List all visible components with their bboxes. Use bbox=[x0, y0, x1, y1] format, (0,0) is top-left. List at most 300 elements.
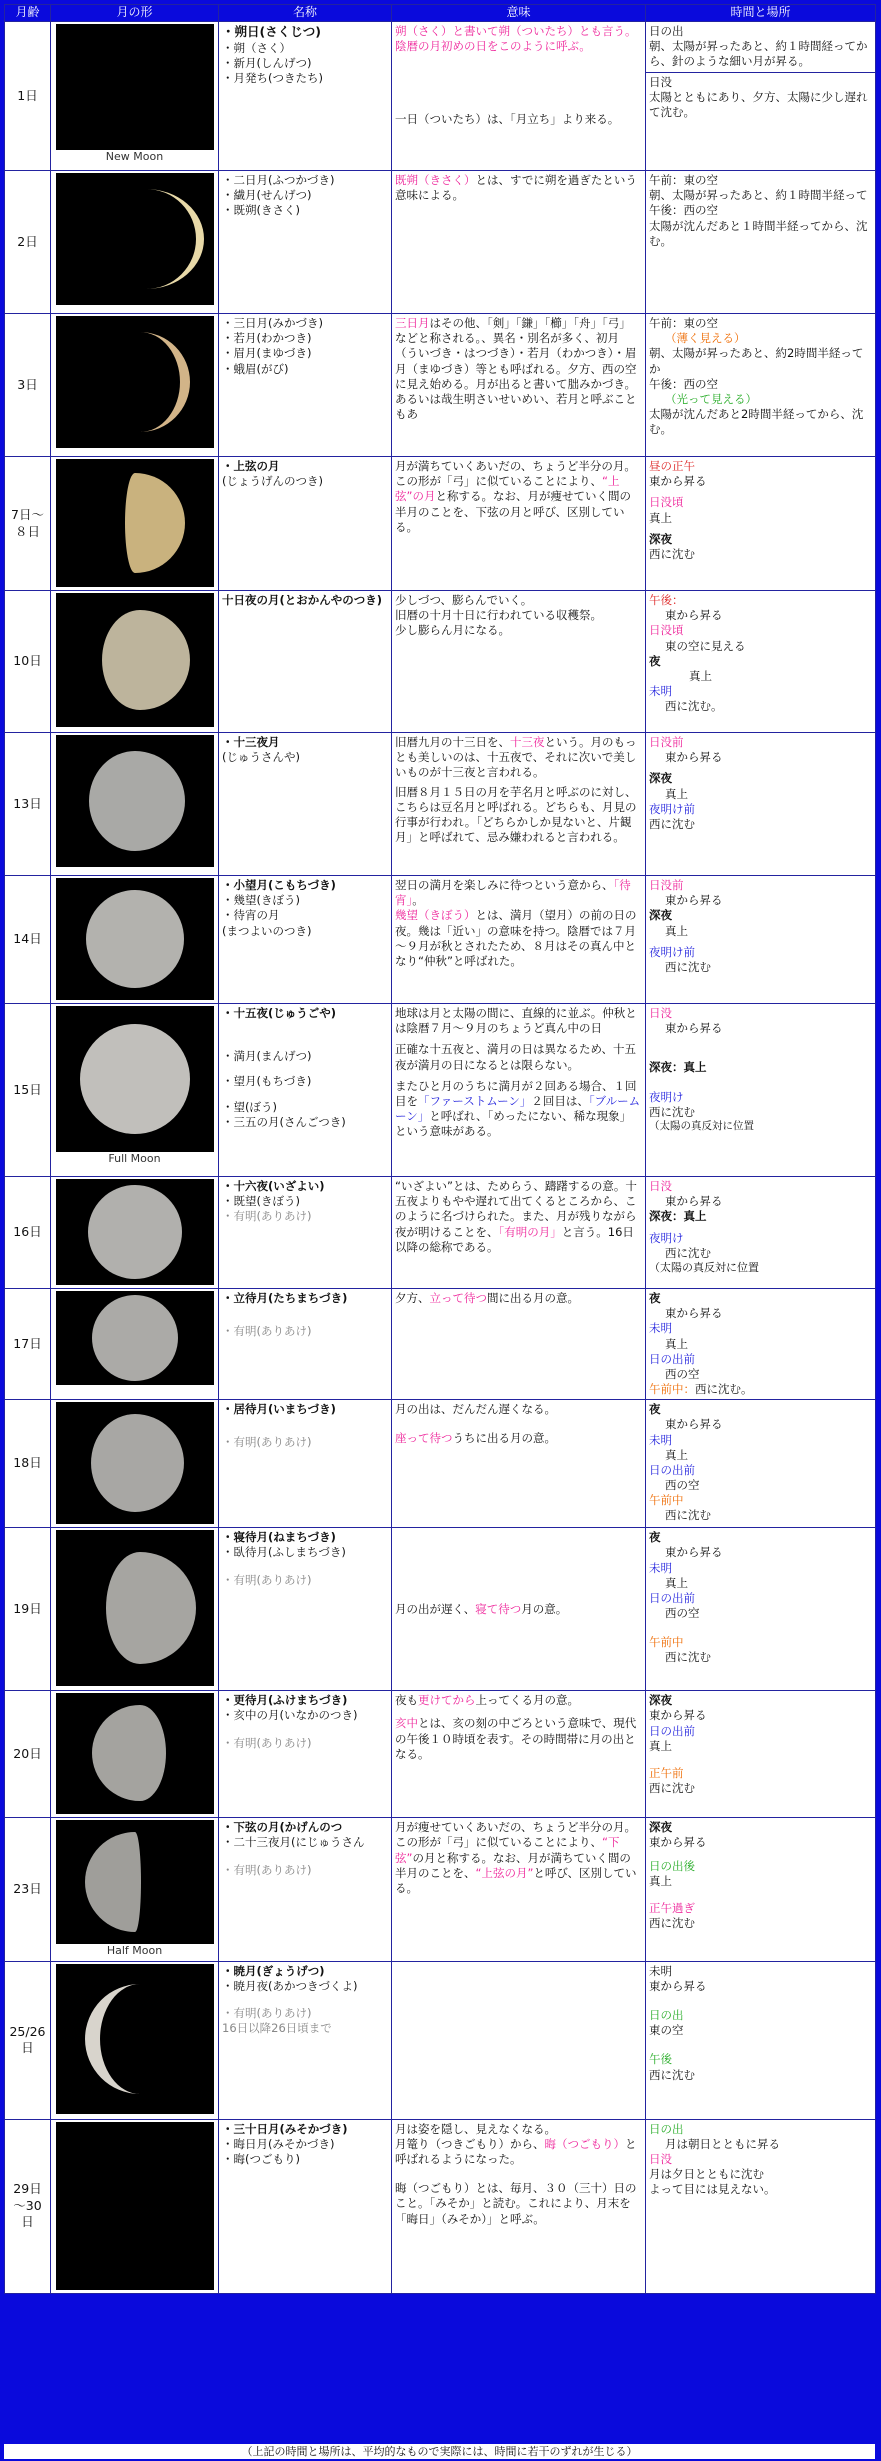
age-cell: 13日 bbox=[5, 733, 51, 876]
meaning-text: 夜も bbox=[395, 1693, 418, 1708]
time-text: 真上 bbox=[649, 1738, 672, 1753]
moon-image bbox=[56, 1291, 214, 1385]
name-alt: ・亥中の月(いなかのつき) bbox=[222, 1708, 358, 1723]
footer-note: （上記の時間と場所は、平均的なもので実際には、時間に若干のずれが生じる） bbox=[4, 2444, 875, 2459]
table-row bbox=[5, 1528, 876, 1691]
time-cell bbox=[646, 2119, 876, 2293]
time-text: 西に沈む bbox=[665, 959, 711, 974]
time-text: 真上 bbox=[665, 1575, 688, 1590]
time-note: （光って見える） bbox=[665, 391, 757, 406]
meaning-text: 旧暦８月１５日の月を芋名月と呼ぶのに対し、こちらは豆名月と呼ばれる。どちらも、月見の行事が行われ。「どちらかしか見ないと、片観月」と呼ばれて、忌み嫌われると言われる。 bbox=[395, 784, 637, 845]
meaning-cell bbox=[392, 1528, 646, 1691]
moon-image bbox=[56, 1964, 214, 2114]
meaning-text: またひと月のうちに満月が２回ある場合、１回目を bbox=[395, 1078, 637, 1108]
meaning-text: “いざよい”とは、ためらう、躊躇するの意。十五夜よりもやや遅れて出てくるところから、このように名づけられた。また、月が残りながら夜が明けることを、 bbox=[395, 1179, 637, 1239]
moon-image-cell bbox=[51, 1177, 219, 1289]
time-cell bbox=[646, 1818, 876, 1962]
meaning-text: 翌日の満月を楽しみに待つという意から、 bbox=[395, 878, 614, 892]
time-text: 西に沈む bbox=[649, 1781, 695, 1796]
moon-image bbox=[56, 24, 214, 150]
time-text: 朝、太陽が昇ったあと、約2時間半経ってか bbox=[649, 346, 864, 376]
moon-image-cell bbox=[51, 314, 219, 457]
meaning-keyword: 「ブルームーン」 bbox=[395, 1093, 641, 1124]
meaning-keyword: “上弦”の月 bbox=[395, 474, 620, 504]
time-text: 西に沈む bbox=[665, 1508, 711, 1523]
time-label: 深夜：真上 bbox=[649, 1209, 707, 1224]
table-row bbox=[5, 171, 876, 314]
meaning-cell bbox=[392, 1691, 646, 1818]
time-label: 日の出前 bbox=[649, 1590, 695, 1605]
time-text: 西に沈む bbox=[649, 2067, 695, 2082]
name-primary: ・三日月(みかづき) bbox=[222, 316, 323, 330]
meaning-cell bbox=[392, 2119, 646, 2293]
time-text: 東から昇る bbox=[665, 1306, 723, 1321]
meaning-text: と呼ばれ、「めったにない、稀な現象」という意味がある。 bbox=[395, 1109, 632, 1139]
name-alt: ・有明(ありあけ) bbox=[222, 2006, 312, 2021]
moon-image-cell bbox=[51, 591, 219, 733]
name-alt: ・二十三夜月(にじゅうさん bbox=[222, 1835, 365, 1850]
name-primary: ・小望月(こもちづき) bbox=[222, 878, 336, 892]
meaning-text: はその他、「剣」「鎌」「櫛」「舟」「弓」などと称される。、異名・別名が多く、初月（ういづき・はつづき）・若月（わかつき）・眉月（まゆづき）等とも呼ばれる。夕方、西の空に見え始める。月が出ると書いて朏みかづき。あるいは哉生明さいせいめい、若月と呼ぶこともあ bbox=[395, 316, 637, 422]
name-alt: ・有明(ありあけ) bbox=[222, 1572, 312, 1587]
moon-image-cell bbox=[51, 22, 219, 171]
time-cell bbox=[646, 1400, 876, 1528]
meaning-keyword: 幾望（きぼう） bbox=[395, 908, 476, 923]
meaning-text: 月の出が遅く、 bbox=[395, 1601, 476, 1616]
name-primary: ・暁月(ぎょうげつ) bbox=[222, 1963, 325, 1978]
time-label: 日没前 bbox=[649, 735, 684, 749]
time-label: 夜明け前 bbox=[649, 801, 695, 816]
meaning-cell bbox=[392, 876, 646, 1004]
name-alt: ・有明(ありあけ) bbox=[222, 1862, 312, 1877]
time-label: 日の出 bbox=[649, 2008, 684, 2023]
time-text: 真上 bbox=[665, 923, 688, 938]
name-alt: ・待宵の月 bbox=[222, 908, 280, 923]
age-cell: 19日 bbox=[5, 1528, 51, 1691]
time-label: 日没 bbox=[649, 1006, 672, 1020]
meaning-text: 晦（つごもり）とは、毎月、３０（三十）日のこと。「みそか」と読む。これにより、月末を「晦日」（みそか）」と呼ぶ。 bbox=[395, 2181, 637, 2226]
meaning-keyword: 「待宵」 bbox=[395, 878, 631, 908]
time-label: 午後 bbox=[649, 2052, 672, 2067]
meaning-keyword: 晦（つごもり） bbox=[544, 2136, 625, 2151]
time-text: 西の空 bbox=[665, 1606, 700, 1621]
name-cell bbox=[219, 1818, 392, 1962]
time-label: 午後：西の空 bbox=[649, 376, 718, 391]
header-shape: 月の形 bbox=[51, 5, 219, 22]
name-alt: ・蛾眉(がび) bbox=[222, 361, 289, 376]
name-cell bbox=[219, 171, 392, 314]
moon-image-cell bbox=[51, 2119, 219, 2293]
time-label: 午前中： bbox=[649, 1382, 695, 1397]
time-cell bbox=[646, 1528, 876, 1691]
time-cell bbox=[646, 1004, 876, 1177]
meaning-cell bbox=[392, 1818, 646, 1962]
meaning-cell bbox=[392, 591, 646, 733]
moon-caption: Half Moon bbox=[53, 1944, 216, 1959]
name-alt: ・晦(つごもり) bbox=[222, 2152, 300, 2167]
moon-image bbox=[56, 173, 214, 305]
meaning-cell bbox=[392, 314, 646, 457]
meaning-text: 少しづつ、膨らんでいく。 bbox=[395, 593, 533, 607]
time-text: 西に沈む bbox=[665, 1650, 711, 1665]
name-primary: ・十六夜(いざよい) bbox=[222, 1179, 325, 1193]
name-cell bbox=[219, 876, 392, 1004]
header-time: 時間と場所 bbox=[646, 5, 876, 22]
age-cell: 14日 bbox=[5, 876, 51, 1004]
name-cell bbox=[219, 733, 392, 876]
name-primary: ・寝待月(ねまちづき) bbox=[222, 1530, 336, 1545]
name-reading: (じょうげんのつき) bbox=[222, 474, 323, 489]
meaning-text: と言う。16日以降の総称である。 bbox=[395, 1224, 634, 1254]
time-text: よって目には見えない。 bbox=[649, 2182, 776, 2197]
meaning-keyword: 「有明の月」 bbox=[498, 1224, 562, 1239]
time-text: 東から昇る bbox=[665, 608, 723, 623]
name-primary: ・上弦の月 bbox=[222, 459, 280, 473]
name-alt: ・満月(まんげつ) bbox=[222, 1049, 312, 1064]
time-cell bbox=[646, 171, 876, 314]
meaning-keyword: 寝て待つ bbox=[475, 1601, 522, 1616]
name-cell bbox=[219, 1691, 392, 1818]
meaning-cell bbox=[392, 22, 646, 171]
time-text: 東から昇る bbox=[649, 474, 707, 489]
table-row bbox=[5, 1289, 876, 1400]
name-cell bbox=[219, 22, 392, 171]
time-label: 午後：西の空 bbox=[649, 203, 718, 218]
time-text: 東から昇る bbox=[649, 1708, 707, 1723]
moon-image-cell bbox=[51, 1289, 219, 1400]
time-label: 日の出前 bbox=[649, 1351, 695, 1366]
moon-image bbox=[56, 878, 214, 1000]
time-text: 東から昇る bbox=[665, 1194, 723, 1209]
time-text: 西に沈む bbox=[649, 816, 695, 831]
time-text: 東の空に見える bbox=[665, 638, 746, 653]
name-alt: ・暁月夜(あかつきづくよ) bbox=[222, 1978, 358, 1993]
meaning-text: 少し膨らん月になる。 bbox=[395, 623, 510, 638]
meaning-cell bbox=[392, 1400, 646, 1528]
meaning-text: 地球は月と太陽の間に、直線的に並ぶ。仲秋とは陰暦７月～９月のちょうど真ん中の日 bbox=[395, 1006, 637, 1036]
meaning-text: 月が痩せていくあいだの、ちょうど半分の月。この形が「弓」に似ていることにより、 bbox=[395, 1820, 637, 1850]
time-label: 日没頃 bbox=[649, 623, 684, 638]
name-cell bbox=[219, 2119, 392, 2293]
time-text: 東から昇る bbox=[665, 1545, 723, 1560]
table-row bbox=[5, 1818, 876, 1962]
time-cell bbox=[646, 457, 876, 591]
time-label: 午前中 bbox=[649, 1493, 684, 1508]
age-cell: 18日 bbox=[5, 1400, 51, 1528]
time-text: 西の空 bbox=[665, 1478, 700, 1493]
name-cell bbox=[219, 1400, 392, 1528]
moon-image bbox=[56, 1006, 214, 1152]
name-primary: 十日夜の月(とおかんやのつき) bbox=[222, 593, 383, 607]
time-text: 東から昇る bbox=[665, 750, 723, 765]
name-alt: ・朔（さく） bbox=[222, 40, 291, 55]
time-cell bbox=[646, 22, 876, 171]
meaning-text: という。月のもっとも美しいのは、十五夜で、それに次いで美しいものが十三夜と言われる。 bbox=[395, 735, 637, 780]
meaning-text: とは、すでに朔を過ぎたという意味による。 bbox=[395, 173, 637, 203]
age-cell: 7日～８日 bbox=[5, 457, 51, 591]
meaning-text: と呼ばれるようになった。 bbox=[395, 2136, 637, 2167]
age-cell: 1日 bbox=[5, 22, 51, 171]
name-alt: ・既朔(きさく) bbox=[222, 203, 300, 218]
age-cell: 10日 bbox=[5, 591, 51, 733]
meaning-keyword: 三日月 bbox=[395, 316, 430, 330]
time-text: 太陽が沈んだあと１時間半経ってから、沈む。 bbox=[649, 218, 868, 248]
moon-image bbox=[56, 2122, 214, 2290]
time-text: 月は夕日とともに沈む bbox=[649, 2167, 764, 2182]
meaning-cell bbox=[392, 1177, 646, 1289]
time-text: 太陽が沈んだあと2時間半経ってから、沈む。 bbox=[649, 407, 864, 437]
age-cell: 20日 bbox=[5, 1691, 51, 1818]
meaning-text: 一日（ついたち）は、「月立ち」より来る。 bbox=[395, 112, 620, 126]
name-note: 16日以降26日頃まで bbox=[222, 2021, 332, 2036]
name-primary: ・朔日(さくじつ) bbox=[222, 24, 321, 39]
table-row bbox=[5, 1004, 876, 1177]
age-cell: 15日 bbox=[5, 1004, 51, 1177]
time-label: 未明 bbox=[649, 1560, 672, 1575]
time-label: 日の出 bbox=[649, 2121, 684, 2136]
name-alt: ・有明(ありあけ) bbox=[222, 1735, 312, 1750]
time-label: 日没 bbox=[649, 1179, 672, 1193]
meaning-text: うちに出る月の意。 bbox=[452, 1431, 556, 1446]
time-cell bbox=[646, 1177, 876, 1289]
moon-image-cell bbox=[51, 1691, 219, 1818]
name-alt: ・晦日月(みそかづき) bbox=[222, 2136, 335, 2151]
meaning-keyword: 亥中 bbox=[395, 1716, 418, 1731]
header-age: 月齢 bbox=[5, 5, 51, 22]
name-primary: ・二日月(ふつかづき) bbox=[222, 173, 335, 187]
time-text: 真上 bbox=[665, 786, 688, 801]
time-text: 西に沈む bbox=[649, 1916, 695, 1931]
age-cell: 16日 bbox=[5, 1177, 51, 1289]
time-text: 東から昇る bbox=[665, 1417, 723, 1432]
time-label: 未明 bbox=[649, 1432, 672, 1447]
meaning-cell bbox=[392, 457, 646, 591]
time-text: 真上 bbox=[649, 1873, 672, 1888]
moon-image-cell bbox=[51, 1004, 219, 1177]
meaning-keyword: 十三夜 bbox=[510, 735, 545, 749]
meaning-text: 月は姿を隠し、見えなくなる。 bbox=[395, 2121, 556, 2136]
meaning-text: 上ってくる月の意。 bbox=[475, 1693, 579, 1708]
meaning-keyword: “上弦の月” bbox=[475, 1865, 534, 1880]
time-text: 東から昇る bbox=[665, 893, 723, 908]
time-cell bbox=[646, 876, 876, 1004]
table-row bbox=[5, 733, 876, 876]
meaning-text: 間に出る月の意。 bbox=[487, 1291, 579, 1305]
name-primary: ・更待月(ふけまちづき) bbox=[222, 1693, 348, 1708]
moon-image bbox=[56, 1530, 214, 1686]
table-row bbox=[5, 1400, 876, 1528]
moon-caption: New Moon bbox=[53, 150, 216, 165]
name-alt: ・三五の月(さんごつき) bbox=[222, 1114, 346, 1129]
time-label: 午前中 bbox=[649, 1635, 684, 1650]
age-cell: 23日 bbox=[5, 1818, 51, 1962]
meaning-text: 月が満ちていくあいだの、ちょうど半分の月。この形が「弓」に似ていることにより、 bbox=[395, 459, 636, 489]
meaning-cell bbox=[392, 171, 646, 314]
time-label: 午前：東の空 bbox=[649, 173, 718, 187]
name-reading: (じゅうさんや) bbox=[222, 750, 300, 765]
name-alt: ・既望(きぼう) bbox=[222, 1194, 300, 1209]
moon-image bbox=[56, 1693, 214, 1814]
time-cell bbox=[646, 1961, 876, 2119]
name-alt: ・有明(ありあけ) bbox=[222, 1435, 312, 1450]
time-label: 深夜：真上 bbox=[649, 1060, 707, 1075]
time-text: 真上 bbox=[649, 510, 672, 525]
age-cell: 25/26日 bbox=[5, 1961, 51, 2119]
moon-phase-table bbox=[4, 4, 876, 2294]
moon-image bbox=[56, 593, 214, 727]
time-label: 未明 bbox=[649, 1321, 672, 1336]
time-text: 真上 bbox=[665, 1336, 688, 1351]
time-label: 日の出 bbox=[649, 24, 684, 38]
time-label: 未明 bbox=[649, 1963, 672, 1978]
time-label: 深夜 bbox=[649, 771, 672, 786]
name-cell bbox=[219, 1289, 392, 1400]
meaning-text: 旧暦九月の十三日を、 bbox=[395, 735, 510, 749]
moon-image bbox=[56, 459, 214, 587]
name-primary: ・十五夜(じゅうごや) bbox=[222, 1006, 337, 1020]
time-cell bbox=[646, 733, 876, 876]
time-note: （薄く見える） bbox=[665, 331, 746, 346]
time-label: 日没頃 bbox=[649, 495, 684, 510]
moon-image-cell bbox=[51, 1961, 219, 2119]
name-alt: ・有明(ありあけ) bbox=[222, 1324, 312, 1339]
name-cell bbox=[219, 1004, 392, 1177]
meaning-text: 月の意。 bbox=[521, 1601, 568, 1616]
meaning-text: なお、月が満ちていく間の半月のことを、 bbox=[395, 1850, 631, 1880]
name-alt: ・望月(もちづき) bbox=[222, 1074, 312, 1089]
time-text: 西の空 bbox=[665, 1366, 700, 1381]
time-label: 昼の正午 bbox=[649, 459, 695, 473]
name-cell bbox=[219, 457, 392, 591]
time-cell bbox=[646, 314, 876, 457]
time-text: 東の空 bbox=[649, 2023, 684, 2038]
age-cell: 17日 bbox=[5, 1289, 51, 1400]
meaning-cell bbox=[392, 1004, 646, 1177]
time-label: 夜明け bbox=[649, 1089, 684, 1104]
time-label: 日没 bbox=[649, 74, 672, 89]
time-text: 東から昇る bbox=[649, 1835, 707, 1850]
time-label: 深夜 bbox=[649, 531, 672, 546]
meaning-text: と呼び、区別している。 bbox=[395, 1865, 637, 1895]
header-name: 名称 bbox=[219, 5, 392, 22]
time-label: 午前：東の空 bbox=[649, 316, 718, 330]
time-note: （太陽の真反対に位置 bbox=[649, 1260, 759, 1274]
time-label: 深夜 bbox=[649, 1693, 672, 1708]
meaning-text: 正確な十五夜と、満月の日は異なるため、十五夜が満月の日になるとは限らない。 bbox=[395, 1042, 637, 1072]
time-label: 深夜 bbox=[649, 1820, 672, 1835]
moon-image-cell bbox=[51, 1528, 219, 1691]
time-label: 深夜 bbox=[649, 908, 672, 923]
time-label: 日の出前 bbox=[649, 1723, 695, 1738]
name-alt: ・月発ち(つきたち) bbox=[222, 70, 323, 85]
age-cell: 29日～30日 bbox=[5, 2119, 51, 2293]
time-text: 西に沈む bbox=[665, 1245, 711, 1260]
time-label: 日の出後 bbox=[649, 1858, 695, 1873]
name-alt: ・有明(ありあけ) bbox=[222, 1209, 312, 1224]
time-label: 未明 bbox=[649, 684, 672, 699]
time-label: 正午前 bbox=[649, 1765, 684, 1780]
name-cell bbox=[219, 1528, 392, 1691]
name-primary: ・立待月(たちまちづき) bbox=[222, 1291, 348, 1305]
meaning-text: ２回目は、 bbox=[531, 1093, 589, 1108]
meaning-keyword: 座って待つ bbox=[395, 1431, 453, 1446]
moon-image-cell bbox=[51, 876, 219, 1004]
time-label: 日の出前 bbox=[649, 1462, 695, 1477]
table-row bbox=[5, 1961, 876, 2119]
time-text: 真上 bbox=[689, 668, 712, 683]
age-cell: 2日 bbox=[5, 171, 51, 314]
moon-image bbox=[56, 1820, 214, 1944]
name-alt: ・繊月(せんげつ) bbox=[222, 188, 312, 203]
time-label: 夜 bbox=[649, 653, 661, 668]
meaning-text: 朔（さく）と書いて朔（ついたち）とも言う。陰暦の月初めの日をこのように呼ぶ。 bbox=[395, 24, 637, 54]
time-text: 月は朝日とともに昇る bbox=[665, 2136, 780, 2151]
meaning-text: 夕方、 bbox=[395, 1291, 430, 1305]
meaning-text: 月の出は、だんだん遅くなる。 bbox=[395, 1402, 556, 1417]
moon-image-cell bbox=[51, 457, 219, 591]
time-text: 朝、太陽が昇ったあと、約１時間経ってから、針のような細い月が昇る。 bbox=[649, 39, 868, 69]
header-meaning: 意味 bbox=[392, 5, 646, 22]
name-primary: ・居待月(いまちづき) bbox=[222, 1402, 336, 1417]
name-primary: ・十三夜月 bbox=[222, 735, 280, 749]
meaning-text: 旧暦の十月十日に行われている収穫祭。 bbox=[395, 608, 602, 623]
moon-image-cell bbox=[51, 733, 219, 876]
table-row bbox=[5, 2119, 876, 2293]
meaning-keyword: 既朔（きさく） bbox=[395, 173, 476, 187]
name-alt: ・幾望(きぼう) bbox=[222, 893, 300, 908]
time-text: 西に沈む。 bbox=[665, 699, 723, 714]
table-header-row bbox=[5, 5, 876, 22]
meaning-keyword: 立って待つ bbox=[429, 1291, 487, 1305]
name-alt: ・眉月(まゆづき) bbox=[222, 346, 312, 361]
meaning-keyword: “下弦” bbox=[395, 1835, 620, 1865]
name-cell bbox=[219, 1177, 392, 1289]
table-row bbox=[5, 22, 876, 171]
time-label: 午後： bbox=[649, 593, 684, 607]
moon-image-cell bbox=[51, 1400, 219, 1528]
time-text: 朝、太陽が昇ったあと、約１時間半経って bbox=[649, 188, 868, 203]
meaning-keyword: 「ファーストムーン」 bbox=[418, 1093, 532, 1108]
meaning-text: 月篭り（つきごもり）から、 bbox=[395, 2136, 545, 2151]
time-text: 東から昇る bbox=[649, 1978, 707, 1993]
meaning-text: と称する。なお、月が痩せていく間の半月のことを、下弦の月と呼び、区別している。 bbox=[395, 489, 631, 534]
moon-image bbox=[56, 316, 214, 448]
time-note: （太陽の真反対に位置 bbox=[649, 1119, 754, 1132]
table-row bbox=[5, 1177, 876, 1289]
moon-image-cell bbox=[51, 171, 219, 314]
time-text: 西に沈む bbox=[649, 1104, 695, 1119]
time-label: 夜明け前 bbox=[649, 944, 695, 959]
table-row bbox=[5, 457, 876, 591]
name-primary: ・三十日月(みそかづき) bbox=[222, 2121, 348, 2136]
table-row bbox=[5, 876, 876, 1004]
meaning-cell bbox=[392, 1961, 646, 2119]
time-cell bbox=[646, 1289, 876, 1400]
time-cell bbox=[646, 591, 876, 733]
meaning-text: とは、亥の刻の中ごろという意味で、現代の午後１０時頃を表す。その時間帯に月の出となる。 bbox=[395, 1716, 637, 1761]
time-label: 夜 bbox=[649, 1291, 661, 1305]
time-label: 夜 bbox=[649, 1530, 661, 1545]
time-label: 日没前 bbox=[649, 878, 684, 892]
name-reading: (まつよいのつき) bbox=[222, 923, 312, 938]
name-alt: ・若月(わかつき) bbox=[222, 331, 312, 346]
time-text: 西に沈む。 bbox=[695, 1382, 753, 1397]
table-row bbox=[5, 591, 876, 733]
moon-image bbox=[56, 1179, 214, 1285]
moon-image bbox=[56, 735, 214, 867]
time-cell bbox=[646, 1691, 876, 1818]
name-primary: ・下弦の月(かげんのつ bbox=[222, 1820, 343, 1835]
